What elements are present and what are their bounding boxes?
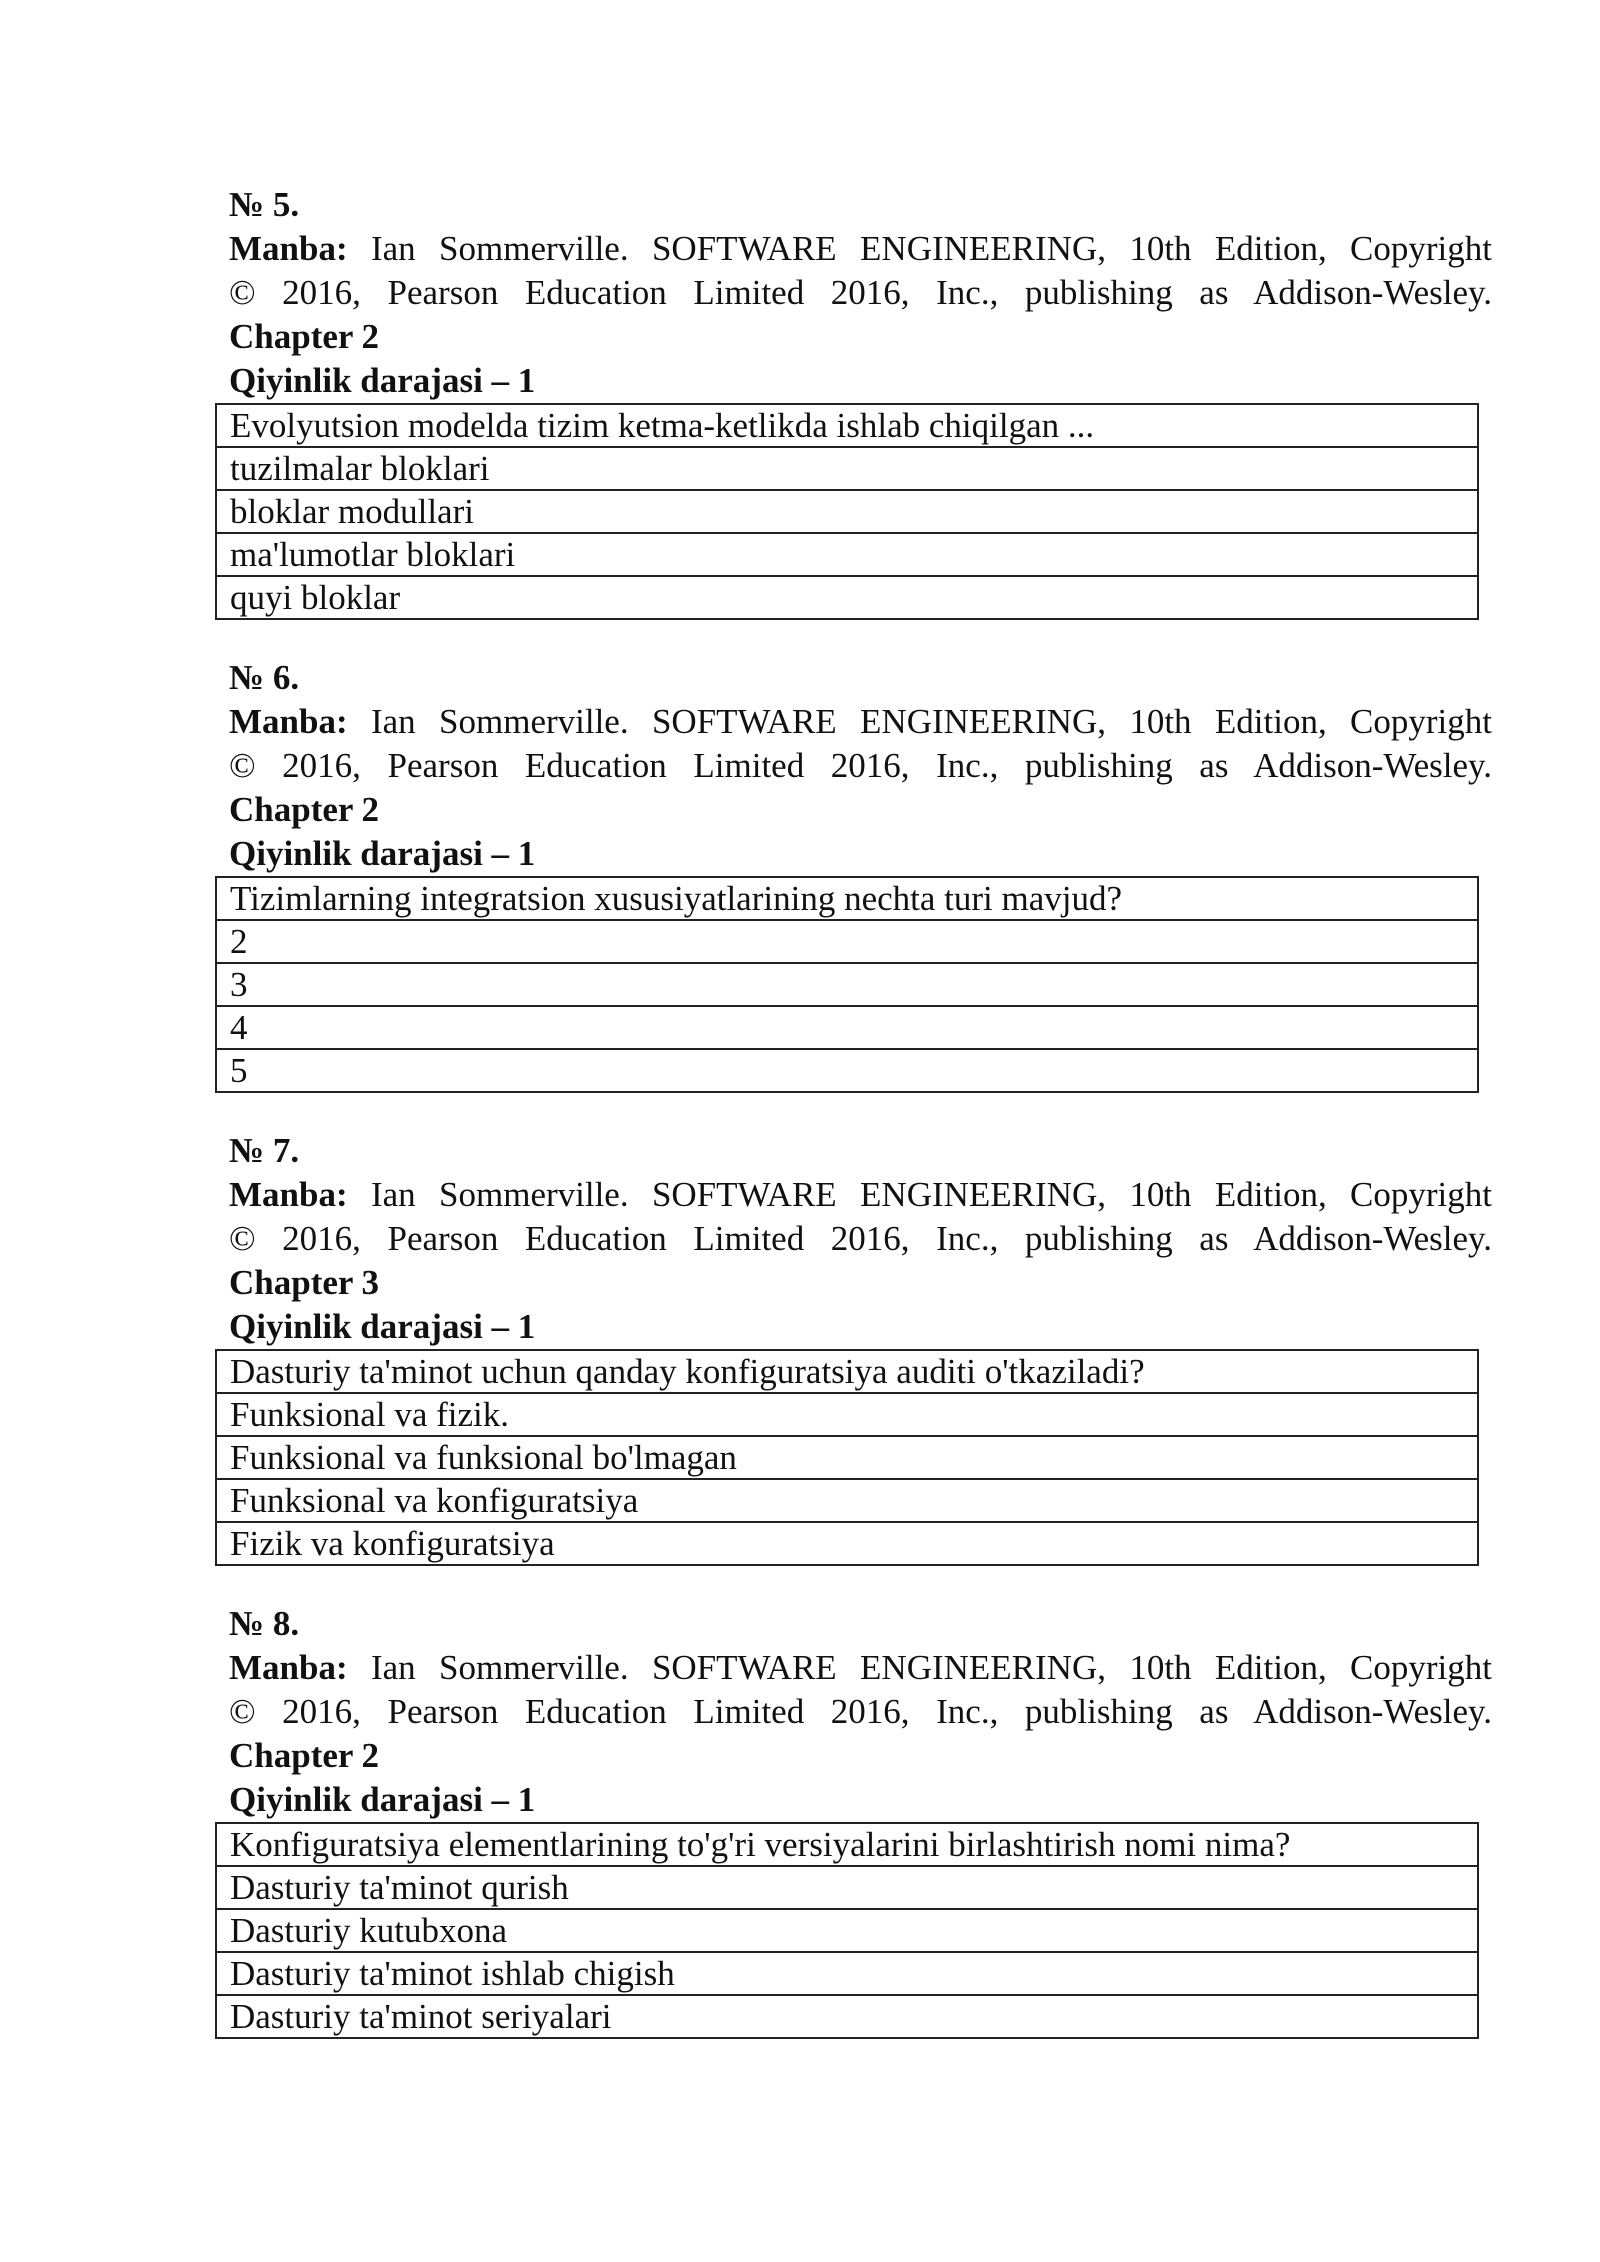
answer-row	[216, 490, 1478, 533]
question-table	[215, 876, 1479, 1093]
question-text: Konfiguratsiya elementlarining to'g'ri versiyalarini birlashtirish nomi nima?	[216, 1823, 1478, 1866]
answer-row	[216, 1436, 1478, 1479]
answer-row	[216, 920, 1478, 963]
answer-row	[216, 1952, 1478, 1995]
answer-option: Dasturiy ta'minot ishlab chigish	[216, 1952, 1478, 1995]
difficulty-level: Qiyinlik darajasi – 1	[229, 834, 536, 873]
question-text: Dasturiy ta'minot uchun qanday konfiguratsiya auditi o'tkaziladi?	[216, 1350, 1478, 1393]
source-line	[229, 700, 1492, 744]
answer-row	[216, 1909, 1478, 1952]
question-text: Evolyutsion modelda tizim ketma-ketlikda ishlab chiqilgan ...	[216, 404, 1478, 447]
answer-option: bloklar modullari	[216, 490, 1478, 533]
answer-option: Dasturiy ta'minot qurish	[216, 1866, 1478, 1909]
answer-option: Dasturiy kutubxona	[216, 1909, 1478, 1952]
question-table	[215, 1822, 1479, 2039]
question-row	[216, 1350, 1478, 1393]
answer-row	[216, 533, 1478, 576]
answer-row	[216, 1006, 1478, 1049]
source-line	[229, 227, 1492, 271]
answer-option: 5	[216, 1049, 1478, 1092]
question-block	[229, 1602, 1492, 2039]
answer-row	[216, 963, 1478, 1006]
answer-option: Funksional va fizik.	[216, 1393, 1478, 1436]
answer-row	[216, 447, 1478, 490]
answer-option: 3	[216, 963, 1478, 1006]
question-row	[216, 877, 1478, 920]
question-row	[216, 404, 1478, 447]
difficulty-level: Qiyinlik darajasi – 1	[229, 1780, 536, 1819]
question-number: № 7.	[229, 1131, 300, 1170]
question-text: Tizimlarning integratsion xususiyatlarining nechta turi mavjud?	[216, 877, 1478, 920]
question-block	[229, 183, 1492, 620]
chapter-label: Chapter 2	[229, 790, 380, 829]
chapter-label: Chapter 3	[229, 1263, 380, 1302]
source-line-continued: © 2016, Pearson Education Limited 2016, Inc., publishing as Addison-Wesley.	[229, 1692, 1492, 1731]
answer-option: quyi bloklar	[216, 576, 1478, 619]
question-block	[229, 1129, 1492, 1566]
difficulty-level: Qiyinlik darajasi – 1	[229, 361, 536, 400]
source-text: Ian Sommerville. SOFTWARE ENGINEERING, 10th Edition, Copyright	[370, 1175, 1493, 1214]
answer-option: Dasturiy ta'minot seriyalari	[216, 1995, 1478, 2038]
question-row	[216, 1823, 1478, 1866]
answer-row	[216, 1866, 1478, 1909]
source-label: Manba:	[229, 702, 348, 741]
question-number: № 8.	[229, 1604, 300, 1643]
answer-option: Funksional va funksional bo'lmagan	[216, 1436, 1478, 1479]
answer-option: 2	[216, 920, 1478, 963]
question-block	[229, 656, 1492, 1093]
source-label: Manba:	[229, 1175, 348, 1214]
question-number: № 5.	[229, 185, 300, 224]
answer-option: Fizik va konfiguratsiya	[216, 1522, 1478, 1565]
source-label: Manba:	[229, 229, 348, 268]
answer-row	[216, 1393, 1478, 1436]
answer-option: 4	[216, 1006, 1478, 1049]
answer-option: tuzilmalar bloklari	[216, 447, 1478, 490]
chapter-label: Chapter 2	[229, 1736, 380, 1775]
source-line-continued: © 2016, Pearson Education Limited 2016, Inc., publishing as Addison-Wesley.	[229, 1219, 1492, 1258]
source-text: Ian Sommerville. SOFTWARE ENGINEERING, 10th Edition, Copyright	[370, 1648, 1493, 1687]
answer-row	[216, 1522, 1478, 1565]
question-table	[215, 1349, 1479, 1566]
answer-option: Funksional va konfiguratsiya	[216, 1479, 1478, 1522]
answer-row	[216, 1049, 1478, 1092]
answer-option: ma'lumotlar bloklari	[216, 533, 1478, 576]
question-number: № 6.	[229, 658, 300, 697]
answer-row	[216, 1995, 1478, 2038]
source-line-continued: © 2016, Pearson Education Limited 2016, Inc., publishing as Addison-Wesley.	[229, 273, 1492, 312]
answer-row	[216, 576, 1478, 619]
source-text: Ian Sommerville. SOFTWARE ENGINEERING, 10th Edition, Copyright	[370, 229, 1493, 268]
question-table	[215, 403, 1479, 620]
source-line	[229, 1173, 1492, 1217]
source-text: Ian Sommerville. SOFTWARE ENGINEERING, 10th Edition, Copyright	[370, 702, 1493, 741]
source-label: Manba:	[229, 1648, 348, 1687]
source-line	[229, 1646, 1492, 1690]
chapter-label: Chapter 2	[229, 317, 380, 356]
difficulty-level: Qiyinlik darajasi – 1	[229, 1307, 536, 1346]
source-line-continued: © 2016, Pearson Education Limited 2016, Inc., publishing as Addison-Wesley.	[229, 746, 1492, 785]
document-page	[229, 183, 1492, 2075]
answer-row	[216, 1479, 1478, 1522]
